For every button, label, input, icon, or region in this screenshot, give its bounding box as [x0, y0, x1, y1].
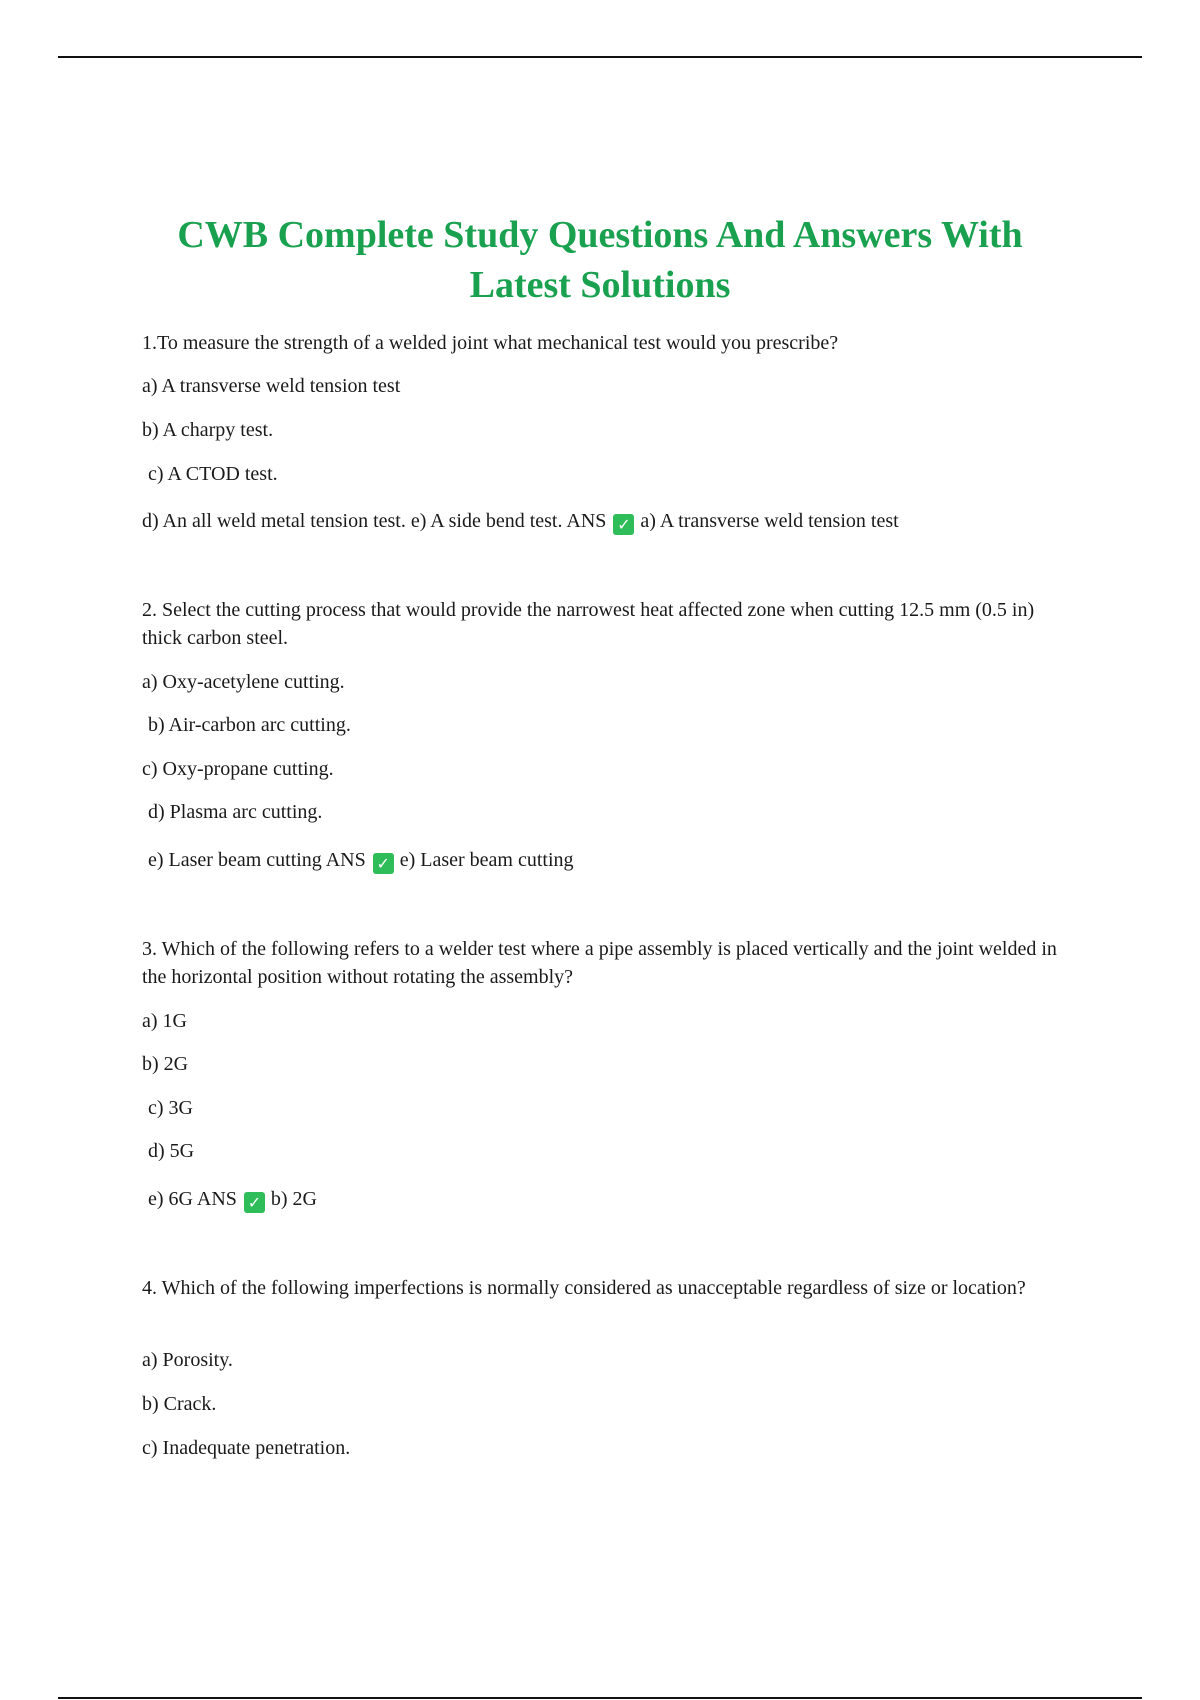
q2-option-b: b) Air-carbon arc cutting.	[148, 714, 351, 736]
q4-option-b: b) Crack.	[142, 1393, 217, 1415]
q3-option-e: e) 6G ANS	[148, 1188, 237, 1210]
q3-option-c: c) 3G	[148, 1097, 193, 1119]
q1-option-d-answer	[142, 507, 899, 535]
page-title	[0, 210, 1200, 310]
q4-option-a: a) Porosity.	[142, 1349, 233, 1371]
title-line-2: Latest Solutions	[469, 264, 731, 306]
q1-answer: a) A transverse weld tension test	[640, 510, 899, 532]
q3-option-e-answer	[148, 1185, 317, 1213]
q3-answer: b) 2G	[270, 1188, 317, 1210]
q4-option-c: c) Inadequate penetration.	[142, 1437, 351, 1459]
q3-option-b: b) 2G	[142, 1053, 189, 1075]
q1-option-c: c) A CTOD test.	[148, 463, 278, 485]
q3-option-d: d) 5G	[148, 1140, 195, 1162]
q2-option-e-answer	[148, 846, 574, 874]
q2-option-e: e) Laser beam cutting ANS	[148, 849, 366, 871]
q1-option-a: a) A transverse weld tension test	[142, 375, 401, 397]
footer-rule	[58, 1697, 1142, 1699]
check-icon: ✓	[613, 514, 634, 535]
header-rule	[58, 56, 1142, 58]
q2-answer: e) Laser beam cutting	[399, 849, 574, 871]
q1-option-b: b) A charpy test.	[142, 419, 274, 441]
check-icon: ✓	[244, 1192, 265, 1213]
q2-option-c: c) Oxy-propane cutting.	[142, 758, 334, 780]
question-4: 4. Which of the following imperfections is normally considered as unacceptable regardless of size or location?	[142, 1277, 1026, 1299]
question-1: 1.To measure the strength of a welded joint what mechanical test would you prescribe?	[142, 332, 839, 354]
q1-option-d: d) An all weld metal tension test. e) A side bend test. ANS	[142, 510, 607, 532]
q3-option-a: a) 1G	[142, 1010, 187, 1032]
question-3: 3. Which of the following refers to a welder test where a pipe assembly is placed vertically and the joint welded in the horizontal position without rotating the assembly?	[142, 938, 1057, 988]
q2-option-a: a) Oxy-acetylene cutting.	[142, 671, 345, 693]
check-icon: ✓	[373, 853, 394, 874]
question-2: 2. Select the cutting process that would provide the narrowest heat affected zone when cutting 12.5 mm (0.5 in) thick carbon steel.	[142, 599, 1035, 649]
q2-option-d: d) Plasma arc cutting.	[148, 801, 323, 823]
title-line-1: CWB Complete Study Questions And Answers With	[177, 214, 1023, 256]
